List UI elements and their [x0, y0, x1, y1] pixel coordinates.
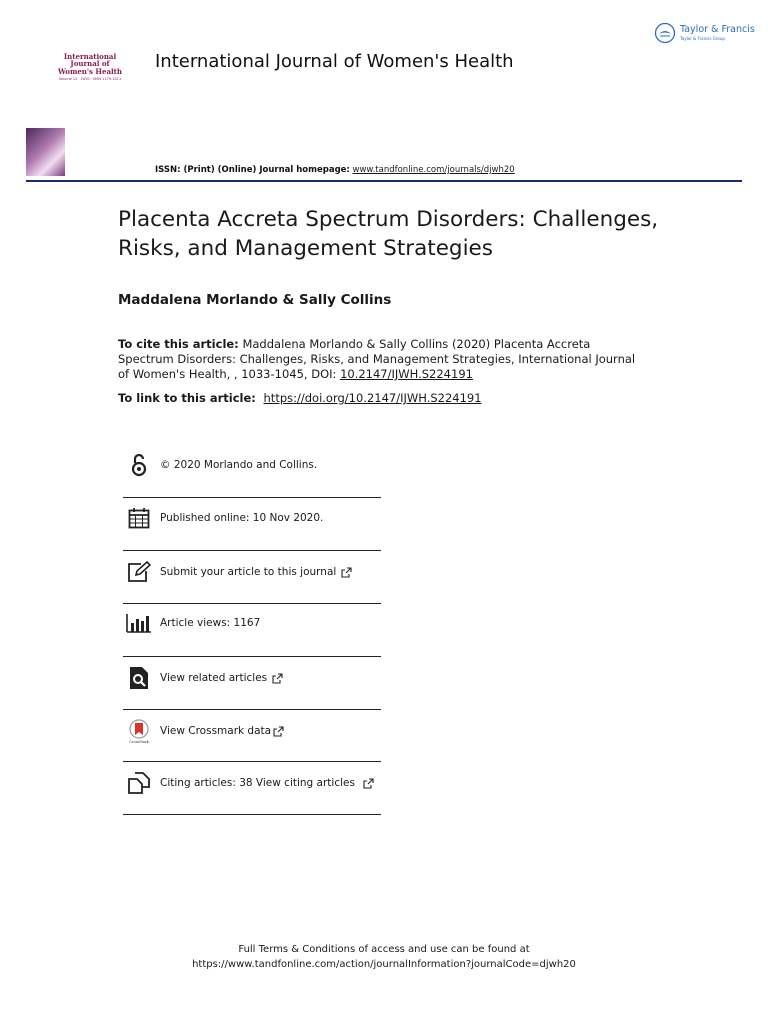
- journal-logo: [50, 53, 130, 82]
- row-divider: [123, 709, 381, 710]
- bar-chart-icon: [126, 610, 152, 636]
- external-link-icon: [272, 673, 283, 684]
- link-label: To link to this article:: [118, 391, 256, 405]
- issn-label: ISSN: (Print) (Online) Journal homepage:: [155, 165, 350, 175]
- article-views: Article views: 1167: [160, 617, 261, 629]
- article-link-line: [118, 391, 482, 405]
- cite-text: Maddalena Morlando & Sally Collins (2020) Placenta Accreta Spectrum Disorders: Challenges, Risks, and Management Strategies, International Journal of Women's Health, , 1033-1045, DOI:: [118, 337, 636, 381]
- related-articles-link[interactable]: View related articles: [160, 672, 268, 684]
- row-divider: [123, 814, 381, 815]
- footer-terms-url[interactable]: https://www.tandfonline.com/action/journalInformation?journalCode=djwh20: [192, 959, 576, 970]
- open-access-icon: [126, 452, 152, 478]
- citing-articles-link[interactable]: Citing articles: 38 View citing articles: [160, 777, 355, 789]
- document-search-icon: [126, 665, 152, 691]
- edit-icon: [126, 559, 152, 585]
- taylor-francis-icon: [654, 22, 676, 44]
- journal-logo-small: Volume 12 · 2020 · ISSN 1179-1411: [58, 77, 122, 82]
- crossmark-row[interactable]: [123, 718, 381, 744]
- external-link-icon: [341, 567, 352, 578]
- citation-block: [118, 337, 648, 382]
- journal-homepage-link[interactable]: www.tandfonline.com/journals/djwh20: [352, 165, 515, 175]
- journal-title: International Journal of Women's Health: [155, 51, 514, 72]
- submit-article-link[interactable]: Submit your article to this journal: [160, 566, 337, 578]
- crossmark-link[interactable]: View Crossmark data: [160, 725, 272, 737]
- header-divider: [26, 180, 742, 182]
- journal-cover-image: [26, 128, 65, 176]
- cite-label: To cite this article:: [118, 337, 239, 351]
- views-row: [123, 610, 381, 636]
- doi-link[interactable]: 10.2147/IJWH.S224191: [340, 366, 473, 381]
- row-divider: [123, 550, 381, 551]
- external-link-icon: [273, 726, 284, 737]
- journal-logo-line3: Women's Health: [57, 66, 122, 76]
- publisher-logo[interactable]: [654, 22, 755, 44]
- publisher-tagline: Taylor & Francis Group: [680, 35, 725, 41]
- copyright-text: © 2020 Morlando and Collins.: [160, 459, 318, 471]
- external-link-icon: [363, 778, 374, 789]
- journal-logo-line1: International: [63, 52, 117, 61]
- citing-row[interactable]: [123, 770, 381, 796]
- submit-row[interactable]: [123, 559, 381, 585]
- row-divider: [123, 656, 381, 657]
- row-divider: [123, 603, 381, 604]
- crossmark-icon: [126, 718, 152, 744]
- related-row[interactable]: [123, 665, 381, 691]
- article-doi-url[interactable]: https://doi.org/10.2147/IJWH.S224191: [263, 391, 482, 405]
- row-divider: [123, 761, 381, 762]
- copyright-row: [123, 452, 381, 478]
- article-title: Placenta Accreta Spectrum Disorders: Challenges, Risks, and Management Strategies: [118, 207, 659, 262]
- article-authors: Maddalena Morlando & Sally Collins: [118, 292, 392, 308]
- publisher-name: Taylor & Francis: [680, 24, 755, 36]
- row-divider: [123, 497, 381, 498]
- footer-terms-text: Full Terms & Conditions of access and use can be found at: [238, 944, 530, 955]
- published-date: Published online: 10 Nov 2020.: [160, 512, 324, 524]
- published-row: [123, 505, 381, 531]
- calendar-icon: [126, 505, 152, 531]
- footer: [0, 942, 768, 972]
- citing-articles-icon: [126, 770, 152, 796]
- journal-logo-line2: Journal of: [70, 59, 110, 69]
- crossmark-badge-text: CrossMark: [129, 739, 149, 744]
- issn-line: [155, 165, 515, 175]
